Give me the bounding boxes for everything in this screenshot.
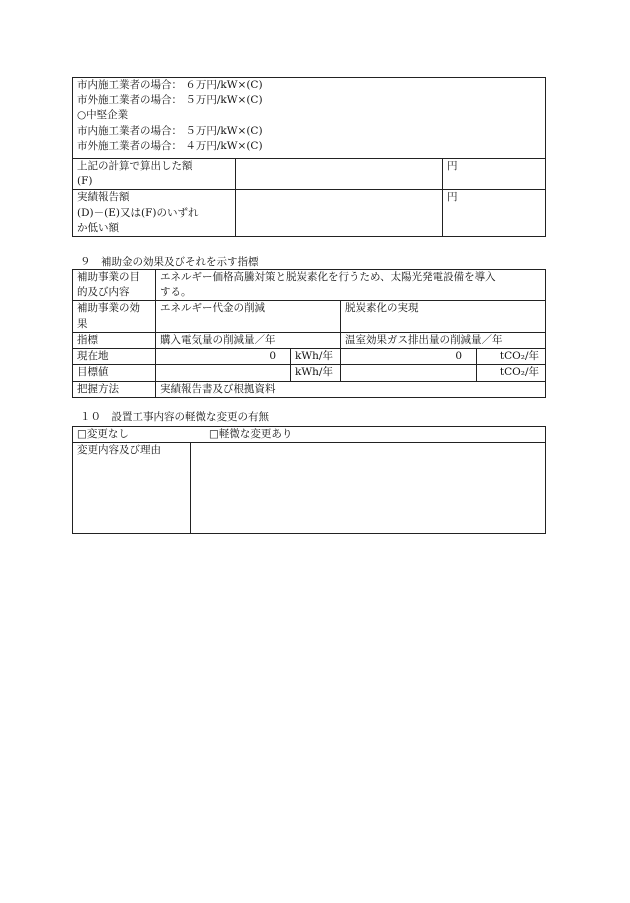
purpose-text-cell <box>156 270 546 301</box>
method-label: 把握方法 <box>77 382 119 395</box>
target-label-cell <box>73 365 156 381</box>
target-value-2-field[interactable] <box>341 365 477 381</box>
change-options-cell <box>73 427 546 443</box>
calc-label-cell <box>73 159 236 190</box>
actual-label-cell <box>73 190 236 237</box>
actual-label-cont: か低い額 <box>77 221 119 234</box>
purpose-label-cont: 的及び内容 <box>77 286 130 299</box>
target-unit-2: tCO₂/年 <box>499 366 540 379</box>
rate-line: ○中堅企業 <box>77 109 129 122</box>
section9-heading: ９ 補助金の効果及びそれを示す指標 <box>80 256 259 268</box>
actual-row <box>73 190 546 237</box>
effect-label-cont: 果 <box>77 317 88 330</box>
change-table <box>72 426 546 534</box>
section10-heading: １０ 設置工事内容の軽微な変更の有無 <box>80 411 269 423</box>
no-change-checkbox[interactable]: □変更なし <box>77 428 129 440</box>
actual-amount-field[interactable] <box>236 190 443 237</box>
current-value-2-field[interactable] <box>341 349 477 365</box>
indicator-label: 指標 <box>77 333 98 346</box>
rate-line: 市外施工業者の場合： ５万円/kW×(C) <box>77 94 263 107</box>
rate-line: 市外施工業者の場合： ４万円/kW×(C) <box>77 139 263 152</box>
indicator-1: 購入電気量の削減量／年 <box>160 333 276 346</box>
current-row <box>73 349 546 365</box>
purpose-label: 補助事業の目 <box>77 271 140 283</box>
effect-1: エネルギー代金の削減 <box>160 302 265 315</box>
target-row <box>73 365 546 381</box>
target-label: 目標値 <box>77 366 109 379</box>
purpose-label-cell <box>73 270 156 301</box>
actual-label: 実績報告額 <box>77 191 130 204</box>
effect-indicator-table <box>72 269 546 398</box>
actual-unit-cell <box>443 190 546 237</box>
reason-label: 変更内容及び理由 <box>77 444 161 457</box>
purpose-row <box>73 270 546 301</box>
current-label-cell <box>73 349 156 365</box>
purpose-text-cont: する。 <box>160 286 192 299</box>
target-value-1-field[interactable] <box>156 365 291 381</box>
reason-label-cell <box>73 443 191 534</box>
rate-line: 市内施工業者の場合： ６万円/kW×(C) <box>77 79 263 91</box>
effect-label-cell <box>73 301 156 332</box>
calc-row <box>73 159 546 190</box>
current-value-1-field[interactable] <box>156 349 291 365</box>
change-options-row <box>73 427 546 443</box>
rate-line: 市内施工業者の場合： ５万円/kW×(C) <box>77 124 263 137</box>
effect-2-cell <box>341 301 546 332</box>
current-value-1: 0 <box>269 350 276 363</box>
rate-row <box>73 78 546 159</box>
target-unit-2-cell <box>477 365 546 381</box>
effect-2: 脱炭素化の実現 <box>345 302 419 315</box>
calc-unit-cell <box>443 159 546 190</box>
indicator-label-cell <box>73 332 156 348</box>
current-unit-1-cell <box>291 349 341 365</box>
current-label: 現在地 <box>77 350 109 363</box>
effect-label: 補助事業の効 <box>77 302 140 315</box>
method-row <box>73 381 546 397</box>
subsidy-amount-table <box>72 77 546 237</box>
target-unit-1-cell <box>291 365 341 381</box>
calc-label-code: (F) <box>77 175 93 188</box>
indicator-1-cell <box>156 332 341 348</box>
method-text: 実績報告書及び根拠資料 <box>160 382 276 395</box>
method-text-cell <box>156 381 546 397</box>
indicator-2: 温室効果ガス排出量の削減量／年 <box>345 333 503 346</box>
reason-text-field[interactable] <box>191 443 546 534</box>
current-value-2: 0 <box>455 350 462 363</box>
actual-unit: 円 <box>447 191 458 204</box>
method-label-cell <box>73 381 156 397</box>
calc-amount-field[interactable] <box>236 159 443 190</box>
rate-cell <box>73 78 546 159</box>
actual-label-formula: (D)－(E)又は(F)のいずれ <box>77 206 199 219</box>
calc-unit: 円 <box>447 160 458 172</box>
current-unit-1: kWh/年 <box>295 350 333 363</box>
current-unit-2: tCO₂/年 <box>499 350 540 363</box>
effect-1-cell <box>156 301 341 332</box>
purpose-text: エネルギー価格高騰対策と脱炭素化を行うため、太陽光発電設備を導入 <box>160 271 496 283</box>
calc-label: 上記の計算で算出した額 <box>77 160 193 172</box>
indicator-row <box>73 332 546 348</box>
indicator-2-cell <box>341 332 546 348</box>
current-unit-2-cell <box>477 349 546 365</box>
reason-row <box>73 443 546 534</box>
minor-change-checkbox[interactable]: □軽微な変更あり <box>209 428 293 440</box>
target-unit-1: kWh/年 <box>295 366 333 379</box>
effect-row <box>73 301 546 332</box>
